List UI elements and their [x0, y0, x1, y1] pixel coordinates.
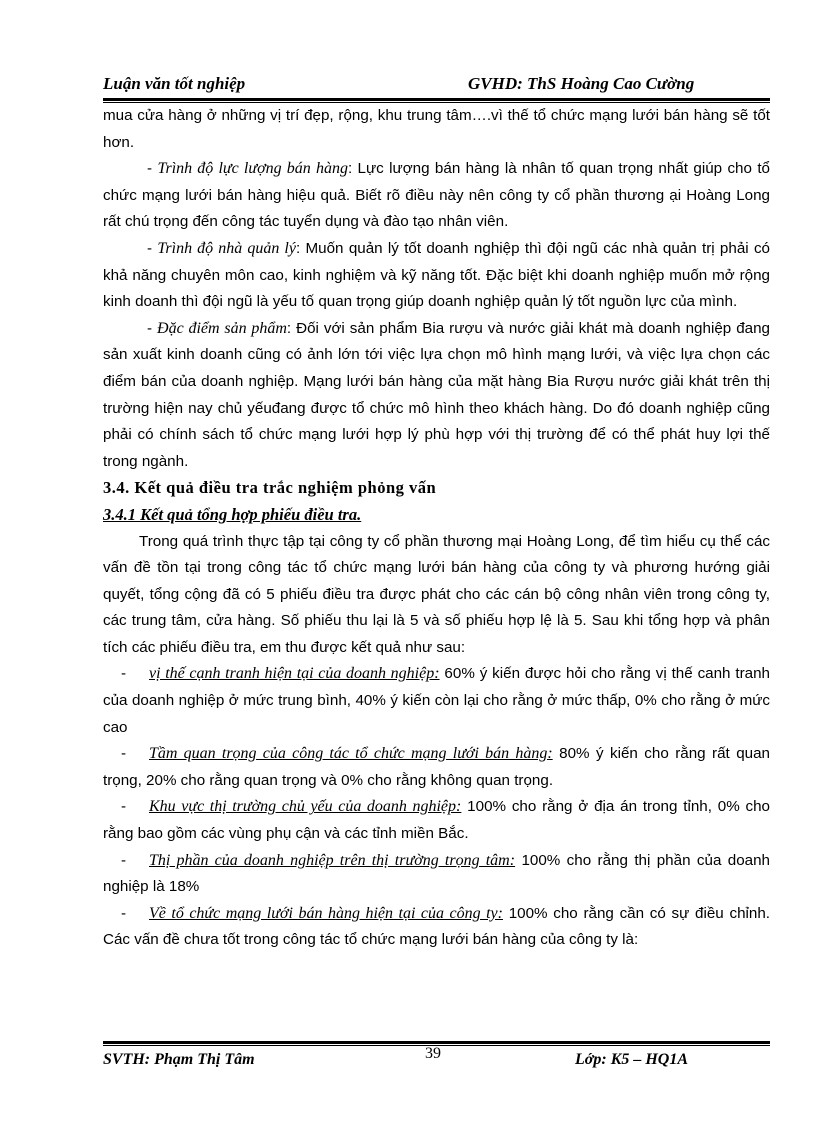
- page-footer: [103, 1045, 770, 1073]
- list-item: - Thị phần của doanh nghiệp trên thị trường trọng tâm: 100% cho rằng thị phần của doanh nghiệp là 18%: [103, 851, 771, 896]
- header-title: Luận văn tốt nghiệp: [103, 74, 246, 93]
- page-number: 39: [425, 1045, 441, 1062]
- list-item-label: Khu vực thị trường chủ yếu của doanh nghiệp:: [149, 798, 462, 816]
- list-item: - Về tổ chức mạng lưới bán hàng hiện tại của công ty: 100% cho rằng cần có sự điều chỉnh. Các vấn đề chưa tốt trong công tác tổ chức mạng lưới bán hàng của công ty là:: [103, 904, 770, 949]
- section-heading: 3.4. Kết quả điều tra trắc nghiệm phỏng vấn: [103, 478, 437, 498]
- subsection-heading: 3.4.1 Kết quả tổng hợp phiếu điều tra.: [103, 504, 362, 524]
- list-item: - Khu vực thị trường chủ yếu của doanh nghiệp: 100% cho rằng ở địa án trong tỉnh, 0% cho rằng bao gồm các vùng phụ cận và các tỉnh miền Bắc.: [103, 798, 770, 843]
- list-item: - vị thế cạnh tranh hiện tại của doanh nghiệp: 60% ý kiến được hỏi cho rằng vị thế canh tranh của doanh nghiệp ở mức trung bình, 40% ý kiến còn lại cho rằng ở mức thấp, 0% cho rằng ở mức cao: [103, 665, 771, 736]
- footer-class: Lớp: K5 – HQ1A: [575, 1051, 689, 1068]
- paragraph-workforce: - Trình độ lực lượng bán hàng: Lực lượng bán hàng là nhân tố quan trọng nhất giúp cho tổ chức mạng lưới bán hàng hiệu quả. Biết rõ điều này nên công ty cổ phần thương ại Hoàng Long rất chú trọng đến công tác tuyển dụng và đào tạo nhân viên.: [103, 160, 771, 231]
- paragraph-survey: Trong quá trình thực tập tại công ty cổ phần thương mại Hoàng Long, để tìm hiểu cụ thể các vấn đề tồn tại trong công tác tổ chức mạng lưới bán hàng của công ty và phương hướng giải quyết, tổng cộng đã có 5 phiếu điều tra được phát cho các cán bộ công nhân viên trong công ty, các trung tâm, cửa hàng. Số phiếu thu lại là 5 và số phiếu hợp lệ là 5. Sau khi tổng hợp và phân tích các phiếu điều tra, em thu được kết quả như sau:: [103, 532, 770, 656]
- list-item-label: vị thế cạnh tranh hiện tại của doanh nghiệp:: [149, 665, 440, 683]
- page-header: [103, 72, 770, 98]
- term-label: Trình độ nhà quản lý: [157, 239, 296, 257]
- term-label: Đặc điểm sản phẩm: [157, 319, 287, 337]
- header-rule: [103, 98, 770, 101]
- footer-student: SVTH: Phạm Thị Tâm: [103, 1051, 255, 1068]
- list-item: - Tầm quan trọng của công tác tổ chức mạng lưới bán hàng: 80% ý kiến cho rằng rất quan trọng, 20% cho rằng quan trọng và 0% cho rằng không quan trọng.: [103, 745, 770, 789]
- paragraph-management: - Trình độ nhà quản lý: Muốn quản lý tốt doanh nghiệp thì đội ngũ các nhà quản trị phải có khả năng chuyên môn cao, kinh nghiệm và kỹ năng tốt. Đặc biệt khi doanh nghiệp muốn mở rộng kinh doanh thì đội ngũ là yếu tố quan trọng giúp doanh nghiệp quản lý tốt nguồn lực của mình.: [103, 239, 770, 311]
- list-item-label: Tầm quan trọng của công tác tổ chức mạng lưới bán hàng:: [149, 745, 553, 763]
- paragraph-product: - Đặc điểm sản phẩm: Đối với sản phẩm Bia rượu và nước giải khát mà doanh nghiệp đang sản xuất kinh doanh cũng có ảnh lớn tới việc lựa chọn mô hình mạng lưới, và việc lựa chọn các điểm bán của doanh nghiệp. Mạng lưới bán hàng của mặt hàng Bia Rượu nước giải khát trên thị trường hiện nay chủ yếuđang được tổ chức mô hình theo khách hàng. Do đó doanh nghiệp cũng phải có chính sách tổ chức mạng lưới hợp lý phù hợp với thị trường để có thể phát huy lợi thế trong ngành.: [103, 319, 770, 470]
- footer-rule: [103, 1041, 770, 1044]
- term-label: Trình độ lực lượng bán hàng: [157, 160, 348, 178]
- header-advisor: GVHD: ThS Hoàng Cao Cường: [468, 74, 695, 93]
- list-item-label: Thị phần của doanh nghiệp trên thị trường trọng tâm:: [149, 851, 516, 869]
- page-body: [103, 103, 770, 954]
- list-item-label: Về tổ chức mạng lưới bán hàng hiện tại của công ty:: [149, 904, 503, 922]
- paragraph: mua cửa hàng ở những vị trí đẹp, rộng, khu trung tâm….vì thế tổ chức mạng lưới bán hàng sẽ tốt hơn.: [103, 107, 770, 151]
